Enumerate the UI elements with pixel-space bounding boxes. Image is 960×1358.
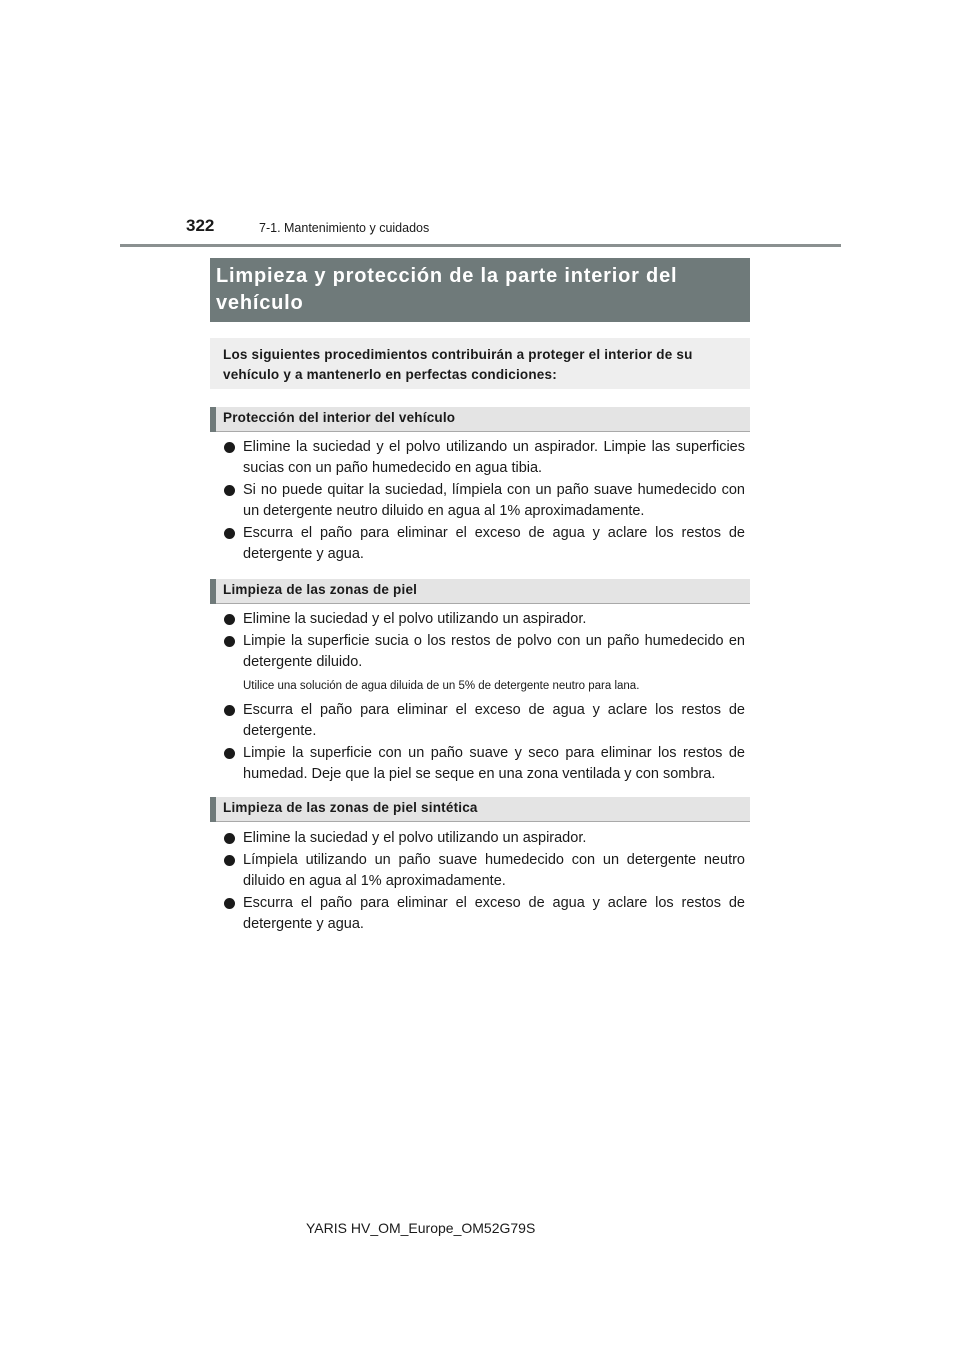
list-item bbox=[224, 437, 745, 479]
document-code: YARIS HV_OM_Europe_OM52G79S bbox=[306, 1220, 536, 1236]
page-title: Limpieza y protección de la parte interior del vehículo bbox=[216, 265, 678, 314]
list-item bbox=[224, 743, 745, 785]
section-heading-label: Protección del interior del vehículo bbox=[223, 410, 456, 425]
list-item-text: Elimine la suciedad y el polvo utilizando un aspirador. Limpie las superficies sucias con un paño humedecido en agua tibia. bbox=[243, 439, 745, 476]
list-item-text: Elimine la suciedad y el polvo utilizando un aspirador. bbox=[243, 611, 587, 627]
bullet-icon bbox=[224, 442, 235, 453]
section-heading-accent bbox=[210, 407, 216, 432]
bullet-icon bbox=[224, 898, 235, 909]
bullet-list-synthetic-leather bbox=[224, 828, 745, 936]
list-item bbox=[224, 828, 745, 849]
list-item bbox=[224, 850, 745, 892]
section-heading-synthetic-leather bbox=[210, 797, 750, 822]
bullet-list-interior-protection bbox=[224, 437, 745, 566]
section-heading-label: Limpieza de las zonas de piel bbox=[223, 582, 418, 597]
list-item bbox=[224, 700, 745, 742]
intro-text: Los siguientes procedimientos contribuirán a proteger el interior de su vehículo y a mantenerlo en perfectas condiciones: bbox=[210, 338, 750, 389]
list-item bbox=[224, 480, 745, 522]
list-item-text: Escurra el paño para eliminar el exceso de agua y aclare los restos de detergente y agua. bbox=[243, 895, 745, 932]
list-item-text: Elimine la suciedad y el polvo utilizando un aspirador. bbox=[243, 830, 587, 846]
section-heading-accent bbox=[210, 797, 216, 822]
bullet-icon bbox=[224, 636, 235, 647]
list-item-text: Limpie la superficie con un paño suave y seco para eliminar los restos de humedad. Deje que la piel se seque en una zona ventilada y con sombra. bbox=[243, 745, 745, 782]
list-item-text: Escurra el paño para eliminar el exceso de agua y aclare los restos de detergente. bbox=[243, 702, 745, 739]
section-heading-accent bbox=[210, 579, 216, 604]
list-item bbox=[224, 523, 745, 565]
bullet-icon bbox=[224, 528, 235, 539]
section-heading-interior-protection bbox=[210, 407, 750, 432]
list-item bbox=[224, 893, 745, 935]
page-number: 322 bbox=[186, 216, 215, 235]
section-heading-leather bbox=[210, 579, 750, 604]
bullet-icon bbox=[224, 614, 235, 625]
list-item bbox=[224, 631, 745, 673]
note-text: Utilice una solución de agua diluida de un 5% de detergente neutro para lana. bbox=[243, 680, 640, 692]
bullet-icon bbox=[224, 748, 235, 759]
bullet-icon bbox=[224, 855, 235, 866]
page-title-bar bbox=[210, 258, 750, 322]
section-heading-label: Limpieza de las zonas de piel sintética bbox=[223, 800, 478, 815]
header-divider bbox=[120, 244, 841, 247]
section-label: 7-1. Mantenimiento y cuidados bbox=[259, 221, 430, 235]
list-item-text: Limpie la superficie sucia o los restos de polvo con un paño humedecido en detergente diluido. bbox=[243, 633, 745, 670]
list-item-text: Límpiela utilizando un paño suave humedecido con un detergente neutro diluido en agua al 1% aproximadamente. bbox=[243, 852, 745, 889]
list-item-text: Escurra el paño para eliminar el exceso de agua y aclare los restos de detergente y agua. bbox=[243, 525, 745, 562]
list-item bbox=[224, 609, 745, 630]
bullet-list-leather bbox=[224, 609, 745, 786]
bullet-icon bbox=[224, 485, 235, 496]
list-item-text: Si no puede quitar la suciedad, límpiela con un paño suave humedecido con un detergente neutro diluido en agua al 1% aproximadamente. bbox=[243, 482, 745, 519]
bullet-icon bbox=[224, 833, 235, 844]
bullet-icon bbox=[224, 705, 235, 716]
